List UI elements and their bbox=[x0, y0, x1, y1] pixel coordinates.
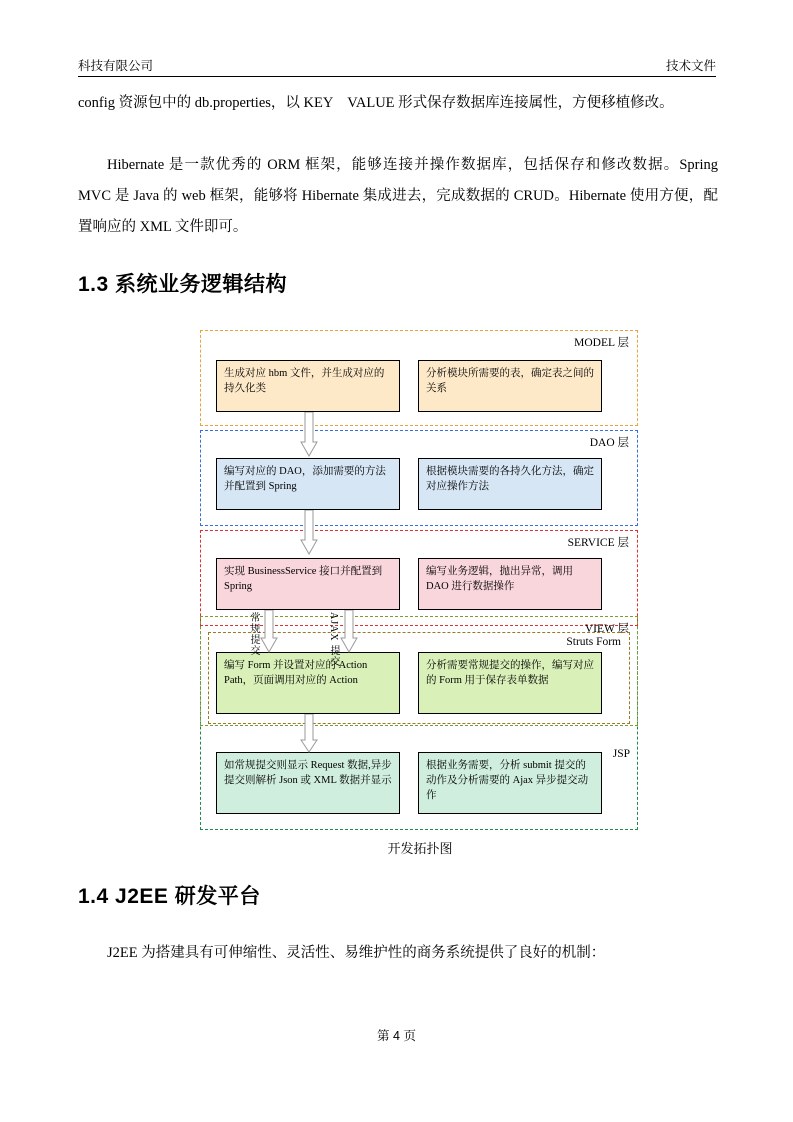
layer-label-service: SERVICE 层 bbox=[567, 537, 629, 549]
layer-label-view: VIEW 层 bbox=[584, 623, 629, 635]
layer-label-struts-form: Struts Form bbox=[566, 636, 621, 648]
header-divider bbox=[78, 76, 716, 77]
jsp-left-box: 如常规提交则显示 Request 数据,异步提交则解析 Json 或 XML 数据并显示 bbox=[216, 752, 400, 814]
model-left-box: 生成对应 hbm 文件，并生成对应的持久化类 bbox=[216, 360, 400, 412]
arrow-label-ajax-submit: AJAX 提交 bbox=[328, 612, 339, 668]
diagram-caption: 开发拓扑图 bbox=[387, 841, 453, 856]
heading-1-3: 1.3 系统业务逻辑结构 bbox=[78, 273, 288, 296]
arrow-label-normal-submit: 常规提交 bbox=[248, 612, 259, 656]
page-header bbox=[78, 56, 716, 74]
layer-label-model: MODEL 层 bbox=[574, 337, 629, 349]
service-left-box: 实现 BusinessService 接口并配置到 Spring bbox=[216, 558, 400, 610]
paragraph-j2ee: J2EE 为搭建具有可伸缩性、灵活性、易维护性的商务系统提供了良好的机制： bbox=[107, 945, 606, 961]
dao-right-box: 根据模块需要的各持久化方法，确定对应操作方法 bbox=[418, 458, 602, 510]
view-left-box: 编写 Form 并设置对应的 Action Path，页面调用对应的 Action bbox=[216, 652, 400, 714]
arrow-view-to-jsp bbox=[300, 714, 318, 754]
header-left-text: 科技有限公司 bbox=[78, 59, 154, 73]
arrow-model-to-dao bbox=[300, 412, 318, 458]
view-right-box: 分析需要常规提交的操作，编写对应的 Form 用于保存表单数据 bbox=[418, 652, 602, 714]
dao-left-box: 编写对应的 DAO，添加需要的方法并配置到 Spring bbox=[216, 458, 400, 510]
architecture-diagram bbox=[200, 330, 640, 856]
paragraph-config: config 资源包中的 db.properties，以 KEY VALUE 形式保存数据库连接属性，方便移植修改。 bbox=[78, 95, 674, 111]
arrow-dao-to-service bbox=[300, 510, 318, 556]
jsp-right-box: 根据业务需要，分析 submit 提交的动作及分析需要的 Ajax 异步提交动作 bbox=[418, 752, 602, 814]
arrow-service-to-view-left bbox=[260, 610, 278, 654]
paragraph-hibernate: Hibernate 是一款优秀的 ORM 框架，能够连接并操作数据库，包括保存和修改数据。Spring MVC 是 Java 的 web 框架，能够将 Hibernate 集成进去，完成数据的 CRUD。Hibernate 使用方便，配置响应的 XML 文件即可。 bbox=[78, 157, 718, 235]
model-right-box: 分析模块所需要的表，确定表之间的关系 bbox=[418, 360, 602, 412]
layer-label-jsp: JSP bbox=[612, 748, 630, 760]
page-footer: 第 4 页 bbox=[377, 1029, 416, 1043]
arrow-service-to-view-right bbox=[340, 610, 358, 654]
heading-1-4: 1.4 J2EE 研发平台 bbox=[78, 885, 261, 908]
header-right-text: 技术文件 bbox=[665, 59, 716, 73]
service-right-box: 编写业务逻辑，抛出异常，调用 DAO 进行数据操作 bbox=[418, 558, 602, 610]
layer-label-dao: DAO 层 bbox=[589, 437, 629, 449]
